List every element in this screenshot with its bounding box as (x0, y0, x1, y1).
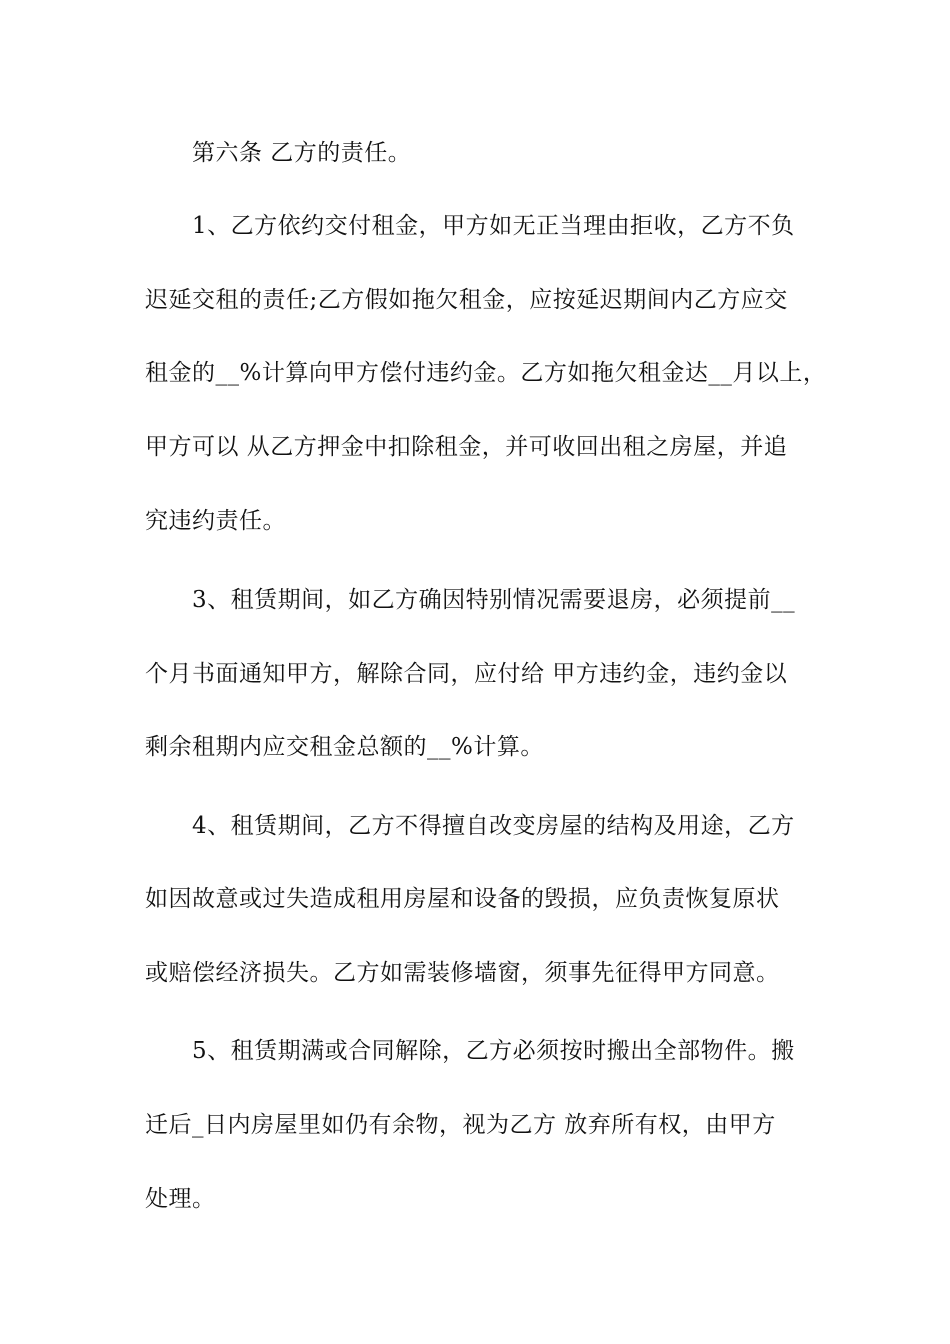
paragraph-line: 或赔偿经济损失。乙方如需装修墙窗，须事先征得甲方同意。 (145, 960, 780, 986)
paragraph-line: 如因故意或过失造成租用房屋和设备的毁损，应负责恢复原状 (145, 886, 780, 912)
paragraph-line: 究违约责任。 (145, 508, 286, 534)
paragraph-line: 4、租赁期间，乙方不得擅自改变房屋的结构及用途，乙方 (192, 813, 795, 839)
paragraph-line: 剩余租期内应交租金总额的__%计算。 (145, 734, 544, 760)
paragraph-line: 5、租赁期满或合同解除，乙方必须按时搬出全部物件。搬 (192, 1038, 795, 1064)
paragraph-line: 迟延交租的责任;乙方假如拖欠租金，应按延迟期间内乙方应交 (145, 287, 788, 313)
paragraph-line: 甲方可以 从乙方押金中扣除租金，并可收回出租之房屋，并追 (145, 434, 788, 460)
paragraph-line: 迁后_日内房屋里如仍有余物，视为乙方 放弃所有权，由甲方 (145, 1112, 776, 1138)
paragraph-line: 3、租赁期间，如乙方确因特别情况需要退房，必须提前__ (192, 587, 796, 613)
paragraph-line: 处理。 (145, 1186, 216, 1212)
paragraph-line: 租金的__%计算向甲方偿付违约金。乙方如拖欠租金达__月以上， (145, 360, 827, 386)
article-heading: 第六条 乙方的责任。 (192, 140, 412, 166)
paragraph-line: 1、乙方依约交付租金，甲方如无正当理由拒收，乙方不负 (192, 213, 795, 239)
paragraph-line: 个月书面通知甲方，解除合同，应付给 甲方违约金，违约金以 (145, 661, 788, 687)
